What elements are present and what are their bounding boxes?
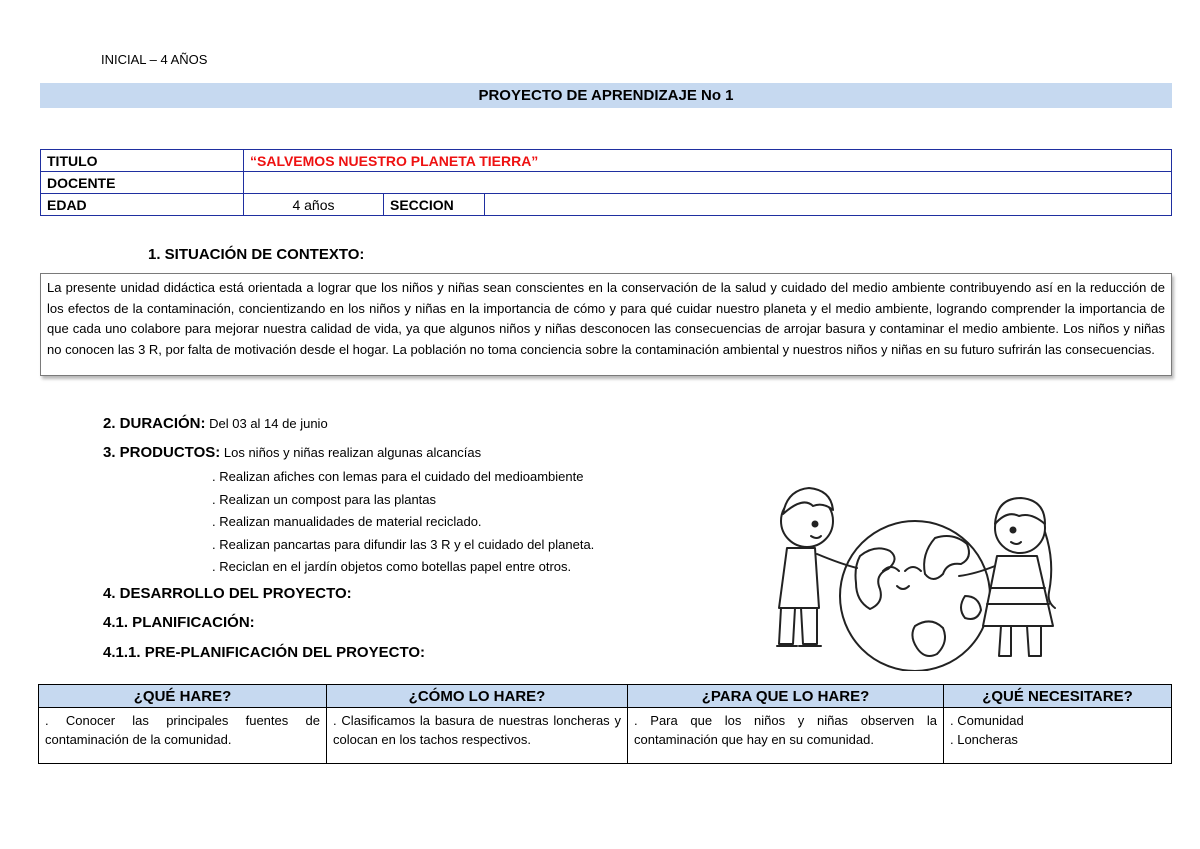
planning-header-row [39,685,1172,708]
docente-value [244,172,1172,194]
col-header-necesitare: ¿QUÉ NECESITARE? [944,685,1172,708]
page-title: PROYECTO DE APRENDIZAJE No 1 [40,83,1172,108]
kids-hugging-earth-illustration [765,476,1065,671]
level-label: INICIAL – 4 AÑOS [101,52,208,67]
seccion-label: SECCION [384,194,485,216]
product-item: . Realizan manualidades de material reciclado. [212,514,482,529]
seccion-value [485,194,1172,216]
docente-label: DOCENTE [41,172,244,194]
context-box: La presente unidad didáctica está orientada a lograr que los niños y niñas sean conscientes en la conservación de la salud y cuidado del medio ambiente contribuyendo así en la reducción de los efectos de la contaminación, concientizando en los niños y niñas en la importancia de cómo y para qué cuidar nuestro planeta y el medio ambiente, logrando comprender la importancia de que cada uno colabore para mejorar nuestra calidad de vida, ya que algunos niños y niñas desconocen las consecuencias de arrojar basura y contaminar el medio ambiente. Los niños y niñas no conocen las 3 R, por falta de motivación desde el hogar. La población no toma conciencia sobre la contaminación ambiental y nuestros niños y niñas en su futuro sufrirán las consecuencias. [40,273,1172,376]
context-heading: 1. SITUACIÓN DE CONTEXTO: [148,246,365,263]
cell-necesitare [944,708,1172,764]
product-item: . Realizan un compost para las plantas [212,492,437,507]
table-row [39,708,1172,764]
cell-que: . Conocer las principales fuentes de contaminación de la comunidad. [39,708,327,764]
cell-para: . Para que los niños y niñas observen la contaminación que hay en su comunidad. [628,708,944,764]
edad-label: EDAD [41,194,244,216]
project-info-table [40,149,1172,216]
product-item: . Realizan pancartas para difundir las 3 R y el cuidado del planeta. [212,537,595,552]
product-item: . Reciclan en el jardín objetos como botellas papel entre otros. [212,559,572,574]
development-heading: 4. DESARROLLO DEL PROYECTO: [103,585,352,602]
planning-heading: 4.1. PLANIFICACIÓN: [103,614,255,631]
preplanning-heading: 4.1.1. PRE-PLANIFICACIÓN DEL PROYECTO: [103,644,425,661]
edad-value: 4 años [244,194,384,216]
list-item: . Comunidad [950,713,1024,728]
products-label: 3. PRODUCTOS: [103,444,221,461]
products-line [103,444,481,461]
duration-line [103,415,328,432]
duration-value: Del 03 al 14 de junio [209,416,328,431]
products-first: Los niños y niñas realizan algunas alcancías [223,445,482,460]
planning-table [38,684,1172,764]
edad-row [41,194,1172,216]
col-header-para: ¿PARA QUE LO HARE? [628,685,944,708]
col-header-que: ¿QUÉ HARE? [39,685,327,708]
titulo-label: TITULO [41,150,244,172]
titulo-row [41,150,1172,172]
product-item: . Realizan afiches con lemas para el cuidado del medioambiente [212,469,584,484]
docente-row [41,172,1172,194]
duration-label: 2. DURACIÓN: [103,415,206,432]
col-header-como: ¿CÓMO LO HARE? [327,685,628,708]
cell-como: . Clasificamos la basura de nuestras loncheras y colocan en los tachos respectivos. [327,708,628,764]
titulo-value: “SALVEMOS NUESTRO PLANETA TIERRA” [244,150,1172,172]
list-item: . Loncheras [950,732,1018,747]
